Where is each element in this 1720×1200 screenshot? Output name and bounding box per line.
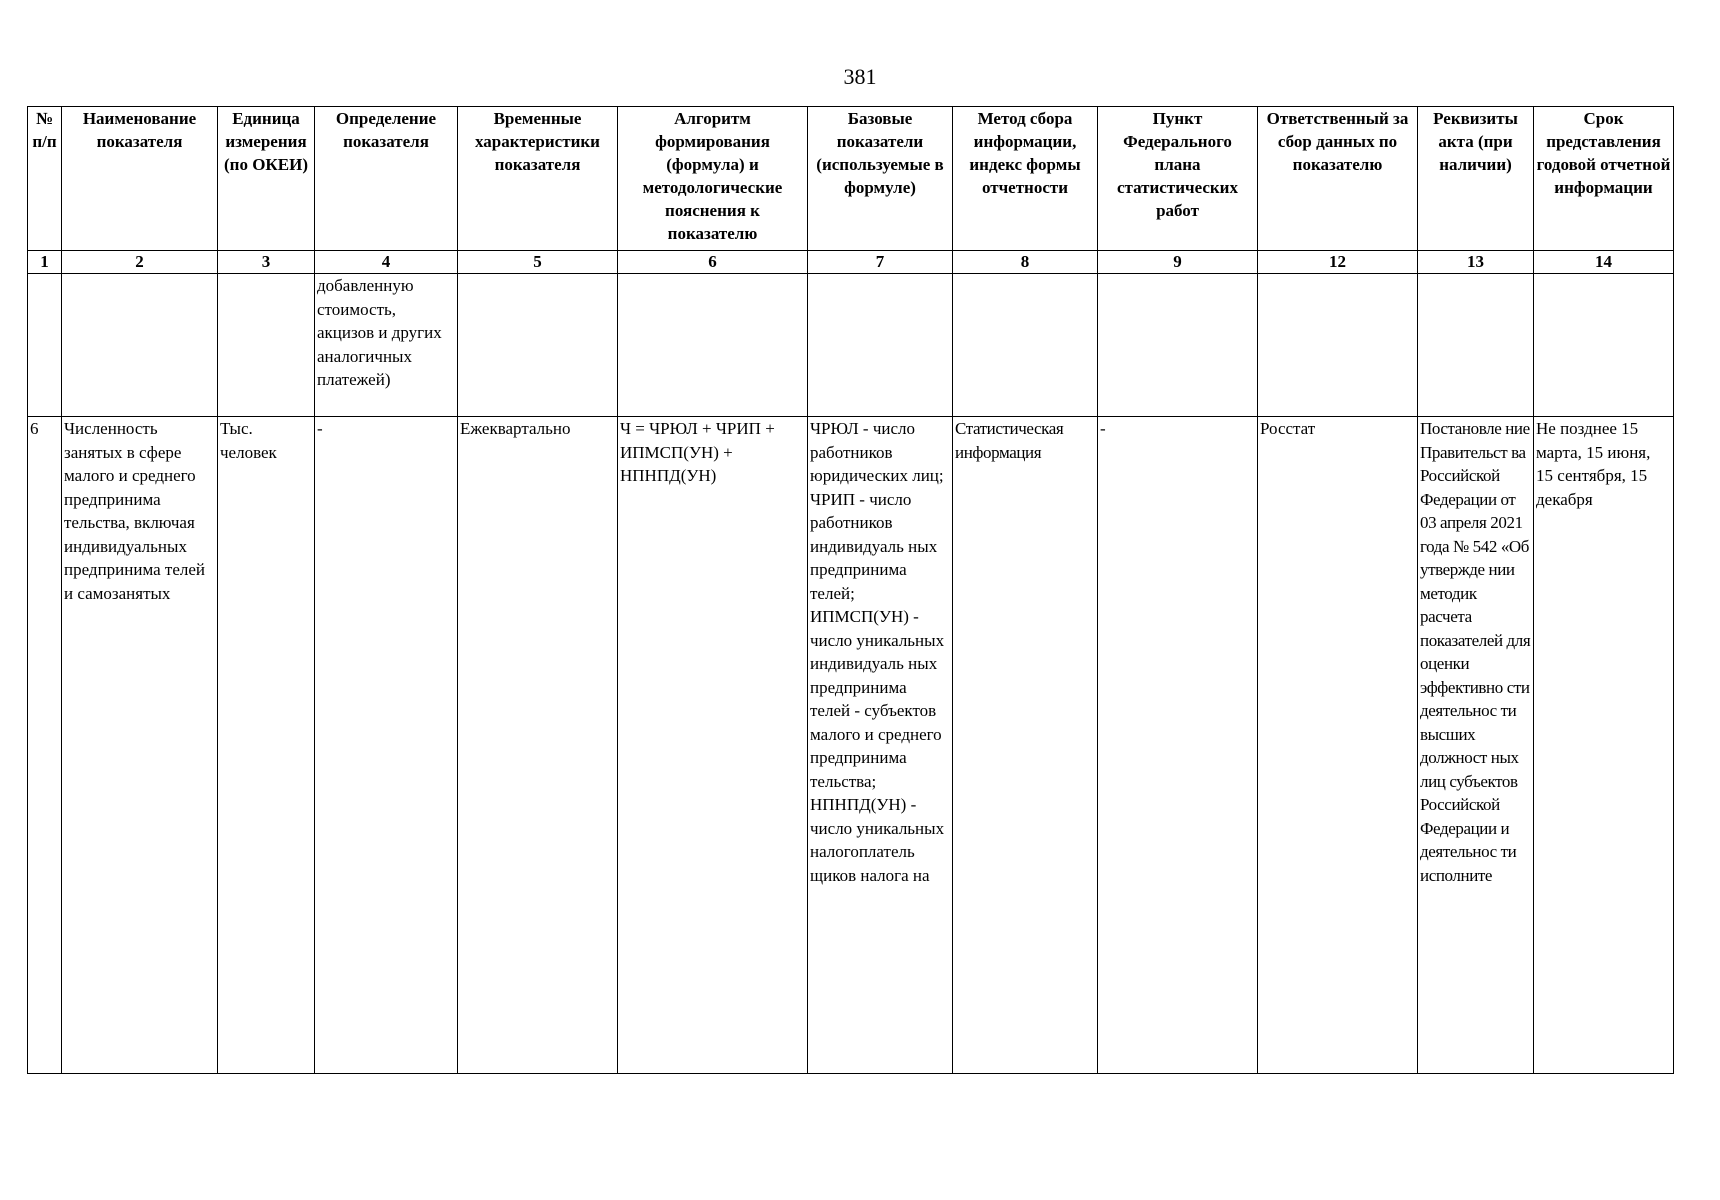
col-number: 2: [62, 251, 218, 274]
col-number: 5: [458, 251, 618, 274]
deadline-cell: Не позднее 15 марта, 15 июня, 15 сентября, 15 декабря: [1534, 417, 1674, 1074]
continuation-row: [28, 274, 1674, 417]
col-number: 13: [1418, 251, 1534, 274]
base-indicators-cell: [808, 417, 953, 1074]
header-row: [28, 107, 1674, 251]
base-indicator-item: НПНПД(УН) - число уникальных налогоплатель щиков налога на: [810, 795, 945, 885]
col-number: 6: [618, 251, 808, 274]
page-number: 381: [843, 64, 877, 89]
formula-cell: Ч = ЧРЮЛ + ЧРИП + ИПМСП(УН) + НПНПД(УН): [618, 417, 808, 1074]
time-characteristics-cell: Ежеквартально: [458, 417, 618, 1074]
col-header-number: № п/п: [28, 107, 62, 251]
col-header-name: Наименование показателя: [62, 107, 218, 251]
column-number-row: [28, 251, 1674, 274]
col-header-method: Метод сбора информации, индекс формы отчетности: [953, 107, 1098, 251]
col-header-formula: Алгоритм формирования (формула) и методологические пояснения к показателю: [618, 107, 808, 251]
indicator-name-cell: Численность занятых в сфере малого и среднего предпринима тельства, включая индивидуальных предпринима телей и самозанятых: [62, 417, 218, 1074]
row-number-cell: 6: [28, 417, 62, 1074]
base-indicator-item: ЧРИП - число работников индивидуаль ных предпринима телей;: [810, 489, 938, 603]
col-number: 8: [953, 251, 1098, 274]
act-details-cell: Постановле ние Правительст ва Российской Федерации от 03 апреля 2021 года № 542 «Об утвержде нии методик расчета показателей для оценки эффективно сти деятельнос ти высших должност ных лиц субъектов Российской Федерации и деятельнос ти исполните: [1418, 417, 1534, 1074]
col-header-time: Временные характеристики показателя: [458, 107, 618, 251]
table-cell: [458, 274, 618, 417]
col-header-act: Реквизиты акта (при наличии): [1418, 107, 1534, 251]
indicator-table: [27, 106, 1674, 1074]
col-header-definition: Определение показателя: [315, 107, 458, 251]
table-cell: [28, 274, 62, 417]
table-cell: [1258, 274, 1418, 417]
plan-item-cell: -: [1098, 417, 1258, 1074]
col-number: 9: [1098, 251, 1258, 274]
col-number: 7: [808, 251, 953, 274]
table-row: [28, 417, 1674, 1074]
col-number: 1: [28, 251, 62, 274]
definition-continuation-cell: добавленную стоимость, акцизов и других аналогичных платежей): [315, 274, 458, 417]
unit-cell: Тыс. человек: [218, 417, 315, 1074]
col-number: 14: [1534, 251, 1674, 274]
base-indicator-item: ИПМСП(УН) - число уникальных индивидуаль ных предпринима телей - субъектов малого и среднего предпринима тельства;: [810, 607, 945, 791]
table-cell: [953, 274, 1098, 417]
method-cell: Статистическая информация: [953, 417, 1098, 1074]
table-cell: [618, 274, 808, 417]
col-header-plan: Пункт Федерального плана статистических работ: [1098, 107, 1258, 251]
col-number: 3: [218, 251, 315, 274]
table-cell: [218, 274, 315, 417]
col-number: 4: [315, 251, 458, 274]
table-cell: [1098, 274, 1258, 417]
base-indicator-item: ЧРЮЛ - число работников юридических лиц;: [810, 419, 944, 485]
col-header-responsible: Ответственный за сбор данных по показателю: [1258, 107, 1418, 251]
col-header-base: Базовые показатели (используемые в формуле): [808, 107, 953, 251]
table-cell: [1534, 274, 1674, 417]
col-header-unit: Единица измерения (по ОКЕИ): [218, 107, 315, 251]
col-number: 12: [1258, 251, 1418, 274]
col-header-deadline: Срок представления годовой отчетной информации: [1534, 107, 1674, 251]
table-cell: [62, 274, 218, 417]
table-cell: [1418, 274, 1534, 417]
definition-cell: -: [315, 417, 458, 1074]
table-cell: [808, 274, 953, 417]
responsible-cell: Росстат: [1258, 417, 1418, 1074]
